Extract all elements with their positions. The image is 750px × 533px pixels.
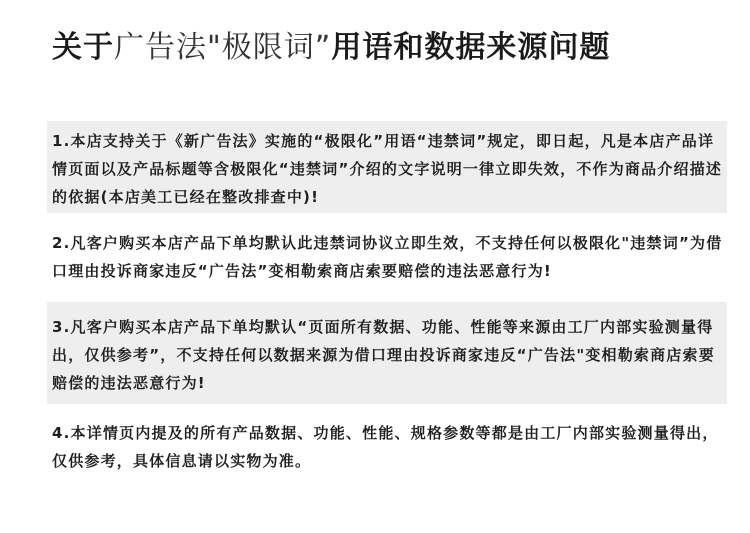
notice-text-2: 2.凡客户购买本店产品下单均默认此违禁词协议立即生效，不支持任何以极限化"违禁词”为借口理由投诉商家违反“广告法”变相勒索商店索要赔偿的违法恶意行为!: [52, 234, 723, 280]
title-part-2: 广告法"极限词”: [114, 30, 332, 65]
notice-section-2: [47, 227, 727, 291]
notice-section-3: [47, 302, 727, 404]
notice-section-1: [47, 121, 727, 213]
notice-text-3: 3.凡客户购买本店产品下单均默认“页面所有数据、功能、性能等来源由工厂内部实验测量得出，仅供参考”，不支持任何以数据来源为借口理由投诉商家违反“广告法"变相勒索商店索要赔偿的违法恶意行为!: [52, 318, 715, 392]
notice-text-4: 4.本详情页内提及的所有产品数据、功能、性能、规格参数等都是由工厂内部实验测量得出，仅供参考，具体信息请以实物为准。: [52, 424, 719, 470]
title-part-1: 关于: [52, 30, 114, 65]
notice-section-4: [47, 419, 727, 483]
title-part-3: 用语和数据来源问题: [331, 30, 611, 65]
page-title: [52, 26, 610, 70]
notice-text-1: 1.本店支持关于《新广告法》实施的“极限化”用语“违禁词”规定，即日起，凡是本店产品详情页面以及产品标题等含极限化“违禁词”介绍的文字说明一律立即失效，不作为商品介绍描述的依据(本店美工已经在整改排查中)!: [52, 132, 723, 206]
